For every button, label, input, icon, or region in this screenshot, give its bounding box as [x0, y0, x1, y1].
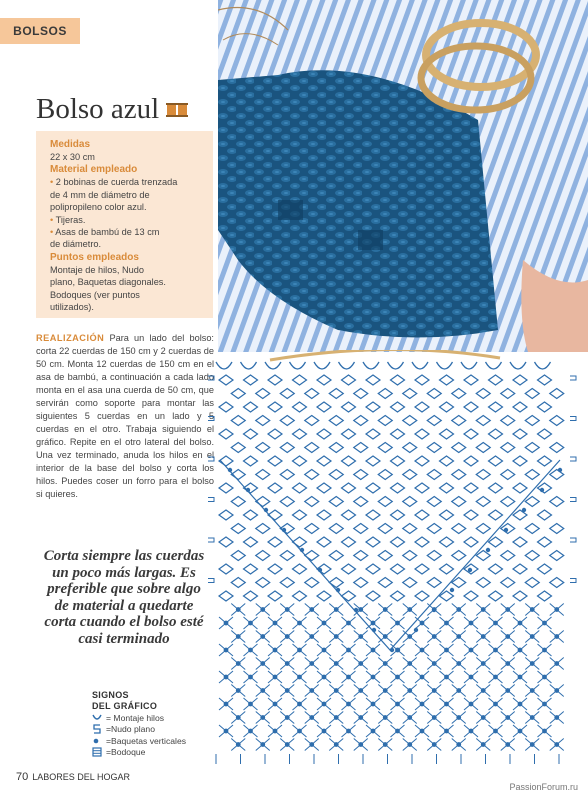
- bullet: •: [50, 177, 56, 188]
- macrame-pattern-diagram: [200, 350, 588, 770]
- pull-quote: Corta siempre las cuerdas un poco más largas. Es preferible que sobre algo de material a quedarte corta cuando el bolso esté casi terminado: [43, 548, 205, 647]
- bag-photo: [218, 0, 588, 352]
- legend-row: =Nudo plano: [92, 724, 222, 736]
- watermark: PassionForum.ru: [509, 782, 578, 792]
- legend-row: =Baquetas verticales: [92, 735, 222, 747]
- section-tag: BOLSOS: [0, 18, 80, 44]
- material-item-1: • 2 bobinas de cuerda trenzada de 4 mm de diámetro de polipropileno color azul.: [50, 177, 178, 213]
- legend-heading-2: DEL GRÁFICO: [92, 701, 158, 711]
- bullet: •: [50, 214, 56, 225]
- loop-icon: [92, 714, 106, 722]
- title-text: Bolso azul: [36, 93, 160, 125]
- dot-icon: [92, 737, 106, 745]
- material-heading: Material empleado: [50, 164, 138, 176]
- page-footer: [16, 771, 130, 783]
- bobble-icon: [92, 747, 106, 757]
- square-knot-icon: [92, 724, 106, 734]
- instructions-lead: REALIZACIÓN: [36, 333, 105, 343]
- legend-row: =Bodoque: [92, 747, 222, 759]
- bamboo-handle: [270, 350, 500, 360]
- puntos-text: Montaje de hilos, Nudo plano, Baquetas diagonales. Bodoques (ver puntos utilizados).: [50, 264, 166, 313]
- legend-row: = Montaje hilos: [92, 712, 222, 724]
- instructions-body: Para un lado del bolso: corta 22 cuerdas de 150 cm y 2 cuerdas de 50 cm. Monta 12 cuerdas de 150 cm en el asa de bambú, a continuación a cada lado monta en el asa una cuerda de 50 cm, que servirán como soporte para montar las siguientes 5 cuerdas en un lado y 5 cuerdas en el otro. Trabaja siguiendo el gráfico. Repite en el otro lateral del bolso. Una vez terminado, anuda los hilos en el interior de la base del bolso y corta los hilos. Puedes coser un forro para el bolso si quieres.: [36, 333, 214, 499]
- legend-heading: SIGNOS: [92, 690, 129, 700]
- instructions-text: [36, 332, 214, 501]
- page-number: 70: [16, 771, 29, 783]
- materials-box: [36, 131, 213, 318]
- medidas-heading: Medidas: [50, 139, 91, 150]
- page-title: [36, 93, 188, 126]
- spools-icon: [166, 102, 188, 118]
- puntos-heading: Puntos empleados: [50, 251, 139, 263]
- bullet: •: [50, 227, 56, 238]
- material-item-3: • Asas de bambú de 13 cm de diámetro.: [50, 227, 160, 250]
- material-item-2: • Tijeras.: [50, 214, 86, 225]
- magazine-name: LABORES DEL HOGAR: [32, 772, 130, 782]
- medidas-value: 22 x 30 cm: [50, 152, 95, 162]
